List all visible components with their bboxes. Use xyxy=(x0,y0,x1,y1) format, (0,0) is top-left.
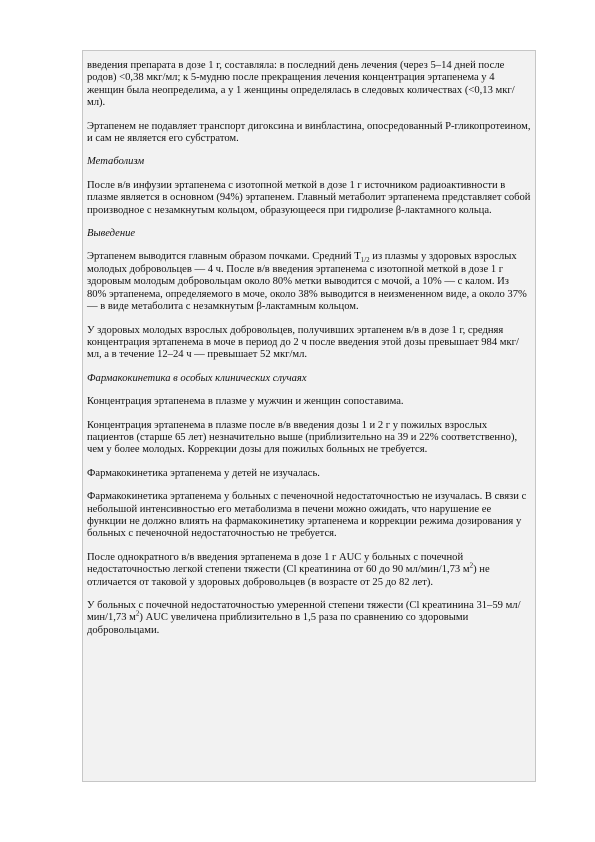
paragraph-hepatic: Фармакокинетика эртапенема у больных с печеночной недостаточностью не изучалась. В связи с небольшой интенсивностью его метаболизма в печени можно ожидать, что нарушение ее функции не должно влиять на фармакокинетику эртапенема и коррекции режима дозирования у больных с печеночной недостаточностью не требуется. xyxy=(87,491,527,540)
paragraph-gender: Концентрация эртапенема в плазме у мужчин и женщин сопоставима. xyxy=(87,396,404,408)
heading-excretion: Выведение xyxy=(87,228,136,240)
renal-mild-text-end: ) не отличается от таковой у здоровых добровольцев (в возрасте от 25 до 82 лет). xyxy=(87,564,490,588)
paragraph-children: Фармакокинетика эртапенема у детей не изучалась. xyxy=(87,467,320,479)
paragraph-urine-concentration: У здоровых молодых взрослых добровольцев, получивших эртапенем в/в в дозе 1 г, средняя концентрация эртапенема в моче в период до 2 ч после введения этой дозы превышает 984 мкг/мл, а в течение 12–24 ч — превышает 52 мкг/мл. xyxy=(87,324,519,361)
renal-moderate-superscript: 2 xyxy=(135,609,140,618)
heading-metabolism: Метаболизм xyxy=(87,156,145,168)
excretion-text-end: из плазмы у здоровых взрослых молодых добровольцев — 4 ч. После в/в введения эртапенема с изотопной меткой в дозе 1 г здоровым молодым добровольцам около 80% метки выводится с мочой, а 10% — с калом. Из 80% эртапенема, определяемого в моче, около 38% выводится в неизмененном виде, а около 37% — в виде метаболита с незамкнутым β-лактамным кольцом. xyxy=(87,251,527,313)
heading-special-cases: Фармакокинетика в особых клинических случаях xyxy=(87,372,307,384)
paragraph-renal-moderate xyxy=(87,600,531,637)
paragraph-metabolism: После в/в инфузии эртапенема с изотопной меткой в дозе 1 г источником радиоактивности в плазме является в основном (94%) эртапенем. Главный метаболит эртапенема представляет собой производное с незамкнутым кольцом, образующееся при гидролизе β-лактамного кольца. xyxy=(87,179,531,216)
renal-mild-text-start: После однократного в/в введения эртапенема в дозе 1 г AUC у больных с почечной недостаточностью легкой степени тяжести (Cl креатинина от 60 до 90 мл/мин/1,73 м xyxy=(87,551,470,576)
renal-mild-superscript: 2 xyxy=(469,561,474,570)
paragraph-renal-mild xyxy=(87,552,531,589)
document-page xyxy=(82,50,536,782)
paragraph-elderly: Концентрация эртапенема в плазме после в/в введения дозы 1 и 2 г у пожилых взрослых пациентов (старше 65 лет) незначительно выше (приблизительно на 39 и 22% соответственно), чем у более молодых. Коррекции дозы для пожилых больных не требуется. xyxy=(87,419,518,456)
paragraph-excretion xyxy=(87,251,531,313)
paragraph-continuation: введения препарата в дозе 1 г, составляла: в последний день лечения (через 5–14 дней после родов) <0,38 мкг/мл; к 5-мудню после прекращения лечения концентрация эртапенема у 4 женщин была неопределима, а у 1 женщины определялась в следовых количествах (<0,13 мкг/мл). xyxy=(87,60,515,109)
half-life-subscript: 1/2 xyxy=(360,256,370,265)
paragraph-p-glycoprotein: Эртапенем не подавляет транспорт дигоксина и винбластина, опосредованный Р-гликопротеином, и сам не является его субстратом. xyxy=(87,120,531,145)
renal-moderate-text-start: У больных с почечной недостаточностью умеренной степени тяжести (Cl креатинина 31–59 мл/мин/1,73 м xyxy=(87,600,521,624)
excretion-text-start: Эртапенем выводится главным образом почками. Средний T xyxy=(87,251,361,263)
renal-moderate-text-end: ) AUC увеличена приблизительно в 1,5 раза по сравнению со здоровыми добровольцами. xyxy=(87,612,469,636)
